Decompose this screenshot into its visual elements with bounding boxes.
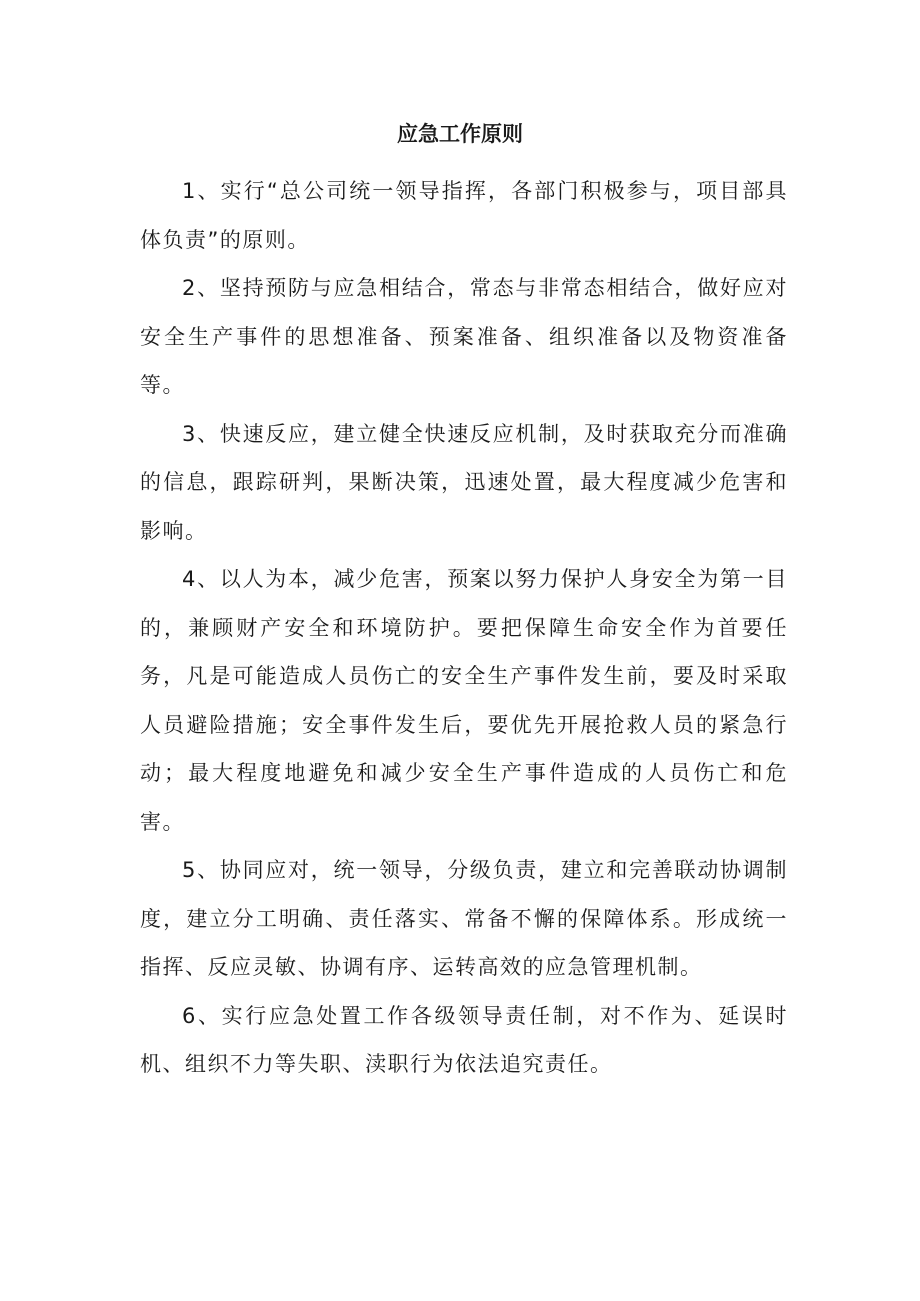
principle-paragraph-3: 3、快速反应，建立健全快速反应机制，及时获取充分而准确的信息，跟踪研判，果断决策，迅速处置，最大程度减少危害和影响。 bbox=[140, 421, 788, 543]
document-title: 应急工作原则 bbox=[397, 122, 523, 146]
principle-paragraph-6: 6、实行应急处置工作各级领导责任制，对不作为、延误时机、组织不力等失职、渎职行为依法追究责任。 bbox=[140, 1003, 788, 1076]
principle-paragraph-5: 5、协同应对，统一领导，分级负责，建立和完善联动协调制度，建立分工明确、责任落实、常备不懈的保障体系。形成统一指挥、反应灵敏、协调有序、运转高效的应急管理机制。 bbox=[140, 858, 788, 979]
principle-paragraph-2: 2、坚持预防与应急相结合，常态与非常态相结合，做好应对安全生产事件的思想准备、预案准备、组织准备以及物资准备等。 bbox=[140, 276, 788, 397]
principle-paragraph-1: 1、实行“总公司统一领导指挥，各部门积极参与，项目部具体负责”的原则。 bbox=[140, 179, 788, 252]
principle-paragraph-4: 4、以人为本，减少危害，预案以努力保护人身安全为第一目的，兼顾财产安全和环境防护。要把保障生命安全作为首要任务，凡是可能造成人员伤亡的安全生产事件发生前，要及时采取人员避险措施；安全事件发生后，要优先开展抢救人员的紧急行动；最大程度地避免和减少安全生产事件造成的人员伤亡和危害。 bbox=[140, 567, 788, 834]
document-body bbox=[140, 167, 788, 1089]
